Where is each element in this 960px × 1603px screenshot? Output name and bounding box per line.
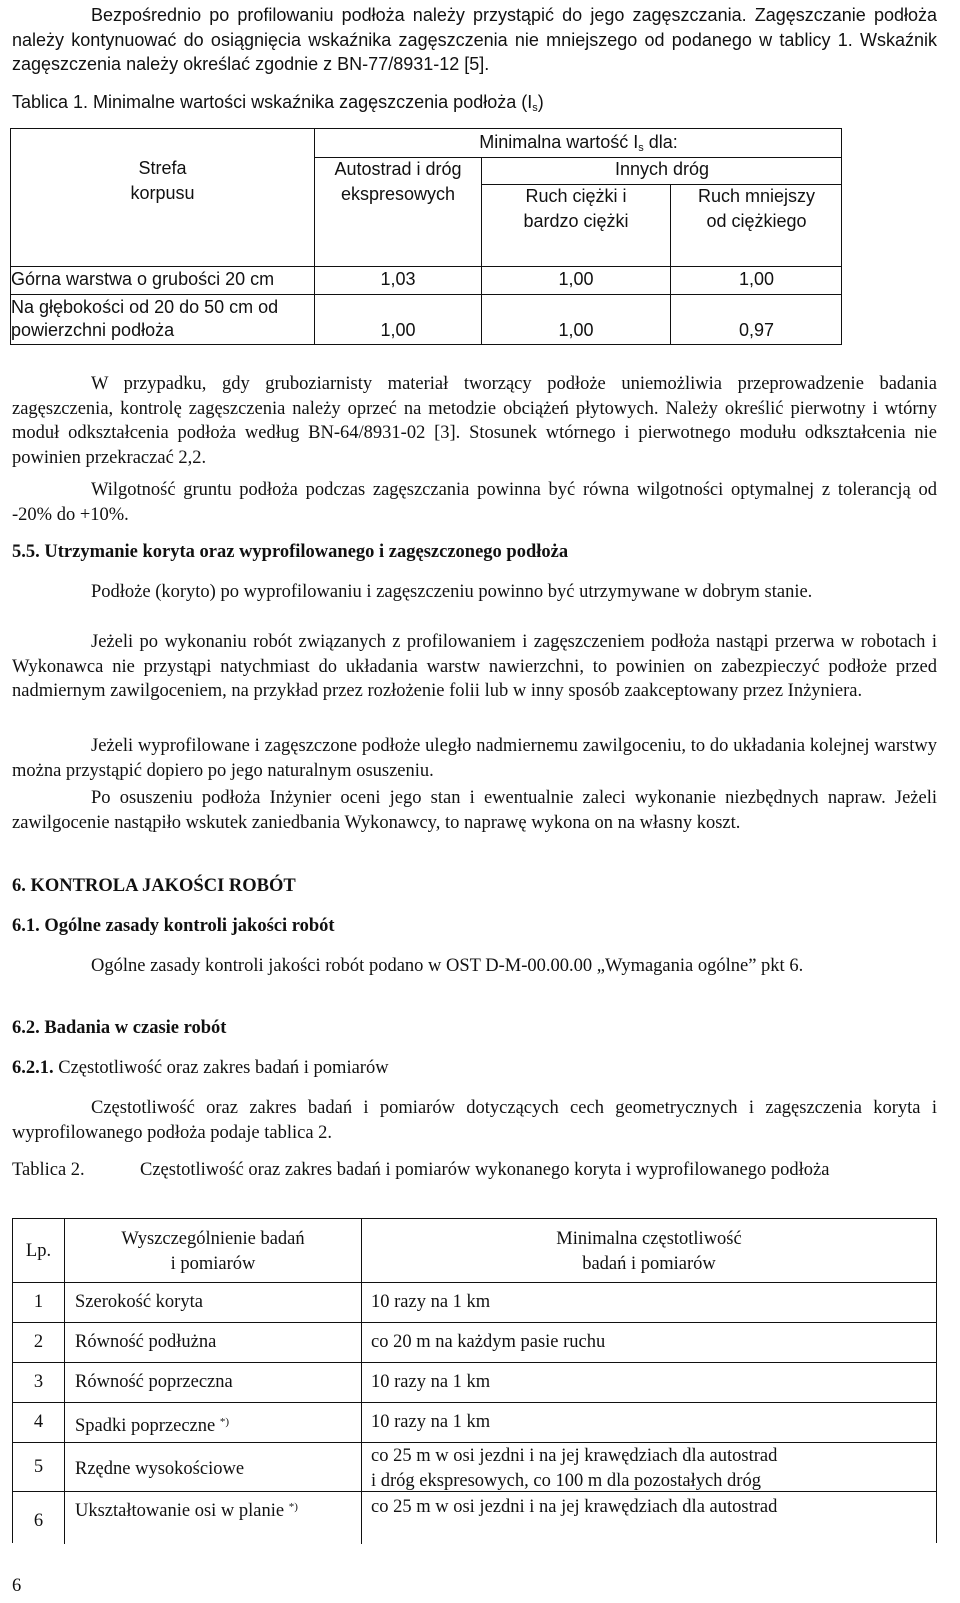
table1-caption: Tablica 1. Minimalne wartości wskaźnika zagęszczenia podłoża $(I_s)$: [12, 92, 544, 114]
intro-paragraph: Bezpośrednio po profilowaniu podłoża należy przystąpić do jego zagęszczania. Zagęszczanie podłoża należy kontynuować do osiągnięcia wskaźnika zagęszczenia nie mniejszego od podanego w tablicy 1. Wskaźnik zagęszczenia należy określać zgodnie z BN-77/8931-12 [5].: [12, 5, 937, 74]
table2-row5-desc: Rzędne wysokościowe: [75, 1459, 245, 1479]
table2-row2-desc: Równość podłużna: [75, 1332, 217, 1352]
table1: [10, 128, 842, 345]
table2-row1-freq: 10 razy na 1 km: [371, 1292, 491, 1312]
table1-header-innych: Innych dróg: [614, 159, 710, 179]
heading-5-5: 5.5. Utrzymanie koryta oraz wyprofilowanego i zagęszczonego podłoża: [12, 542, 569, 562]
paragraph-excess-moisture: Jeżeli wyprofilowane i zagęszczone podłoże uległo nadmiernemu zawilgoceniu, to do układania kolejnej warstwy można przystąpić dopiero po jego naturalnym osuszeniu.: [12, 736, 937, 781]
table2-row6-lp: 6: [33, 1511, 44, 1531]
table2: [12, 1218, 937, 1543]
heading-6-2: 6.2. Badania w czasie robót: [12, 1018, 227, 1038]
table1-row2-v2: 1,00: [558, 320, 594, 340]
table2-row5-freq: co 25 m w osi jezdni i na jej krawędziach dla autostrad i dróg ekspresowych, co 100 m dla pozostałych dróg: [371, 1446, 778, 1491]
table1-row1-v3: 1,00: [738, 269, 775, 289]
table2-row6-desc: Ukształtowanie osi w planie *): [75, 1501, 298, 1521]
table2-row3-lp: 3: [33, 1372, 44, 1392]
table2-caption-label: Tablica 2.: [12, 1160, 85, 1180]
table1-row1-v2: 1,00: [558, 269, 594, 289]
table1-header-min: Minimalna wartość $I_s$ dla:: [479, 132, 678, 154]
table1-header-ruch-ciezki: Ruch ciężki i bardzo ciężki: [523, 186, 629, 231]
paragraph-moisture: Wilgotność gruntu podłoża podczas zagęszczania powinna być równa wilgotności optymalnej z tolerancją od -20% do +10%.: [12, 480, 937, 525]
table2-row3-desc: Równość poprzeczna: [75, 1372, 233, 1392]
heading-6-1: 6.1. Ogólne zasady kontroli jakości robót: [12, 916, 335, 936]
table1-row1-zone: Górna warstwa o grubości 20 cm: [11, 269, 275, 289]
table1-header-ruch-mniejszy: Ruch mniejszy od ciężkiego: [697, 186, 816, 231]
page-number: 6: [12, 1576, 22, 1596]
table2-row4-lp: 4: [33, 1412, 44, 1432]
table2-row3-freq: 10 razy na 1 km: [371, 1372, 491, 1392]
table1-row2-zone-b: powierzchni podłoża: [11, 320, 175, 340]
table2-row1-desc: Szerokość koryta: [75, 1292, 203, 1312]
paragraph-drying: Po osuszeniu podłoża Inżynier oceni jego stan i ewentualnie zaleci wykonanie niezbędnych napraw. Jeżeli zawilgocenie nastąpiło wskutek zaniedbania Wykonawcy, to naprawę wykona on na własny koszt.: [12, 788, 937, 833]
table1-header-autostrad: Autostrad i dróg ekspresowych: [334, 159, 462, 204]
paragraph-break-in-works: Jeżeli po wykonaniu robót związanych z profilowaniem i zagęszczeniem podłoża nastąpi przerwa w robotach i Wykonawca nie przystąpi natychmiast do układania warstw nawierzchni, to powinien on zabezpieczyć podłoże przed nadmiernym zawilgoceniem, na przykład przez rozłożenie folii lub w inny sposób zaakceptowany przez Inżyniera.: [12, 632, 937, 701]
table2-header-lp: Lp.: [25, 1241, 52, 1261]
table2-header-desc: Wyszczególnienie badań i pomiarów: [121, 1229, 305, 1274]
table1-row1-v1: 1,03: [380, 269, 416, 289]
table1-row2-zone-a: Na głębokości od 20 do 50 cm od: [11, 297, 279, 317]
table1-row2-v3: 0,97: [738, 320, 775, 340]
table2-row2-freq: co 20 m na każdym pasie ruchu: [371, 1332, 606, 1352]
table2-header-freq: Minimalna częstotliwość badań i pomiarów: [556, 1229, 742, 1274]
paragraph-general-rules: Ogólne zasady kontroli jakości robót podano w OST D-M-00.00.00 „Wymagania ogólne” pkt 6.: [91, 956, 804, 976]
table2-row2-lp: 2: [33, 1332, 44, 1352]
paragraph-plate-load: W przypadku, gdy gruboziarnisty materiał tworzący podłoże uniemożliwia przeprowadzenie badania zagęszczenia, kontrolę zagęszczenia należy oprzeć na metodzie obciążeń płytowych. Należy określić pierwotny i wtórny moduł odkształcenia podłoża według BN-64/8931-02 [3]. Stosunek wtórnego i pierwotnego modułu odkształcenia nie powinien przekraczać 2,2.: [12, 374, 937, 468]
table2-row6-freq: co 25 m w osi jezdni i na jej krawędziach dla autostrad: [371, 1497, 778, 1517]
table2-row4-desc: Spadki poprzeczne *): [75, 1416, 230, 1436]
table2-caption-text: Częstotliwość oraz zakres badań i pomiarów wykonanego koryta i wyprofilowanego podłoża: [140, 1160, 830, 1180]
table2-row4-freq: 10 razy na 1 km: [371, 1412, 491, 1432]
heading-6: 6. KONTROLA JAKOŚCI ROBÓT: [12, 876, 296, 896]
paragraph-frequency: Częstotliwość oraz zakres badań i pomiarów dotyczących cech geometrycznych i zagęszczenia koryta i wyprofilowanego podłoża podaje tablica 2.: [12, 1098, 937, 1143]
table1-header-zone: Strefa korpusu: [130, 158, 195, 203]
table2-row1-lp: 1: [33, 1292, 44, 1312]
table2-row5-lp: 5: [33, 1457, 44, 1477]
paragraph-maintenance: Podłoże (koryto) po wyprofilowaniu i zagęszczeniu powinno być utrzymywane w dobrym stanie.: [91, 582, 813, 602]
heading-6-2-1: 6.2.1. Częstotliwość oraz zakres badań i pomiarów: [12, 1058, 389, 1078]
table1-row2-v1: 1,00: [380, 320, 416, 340]
